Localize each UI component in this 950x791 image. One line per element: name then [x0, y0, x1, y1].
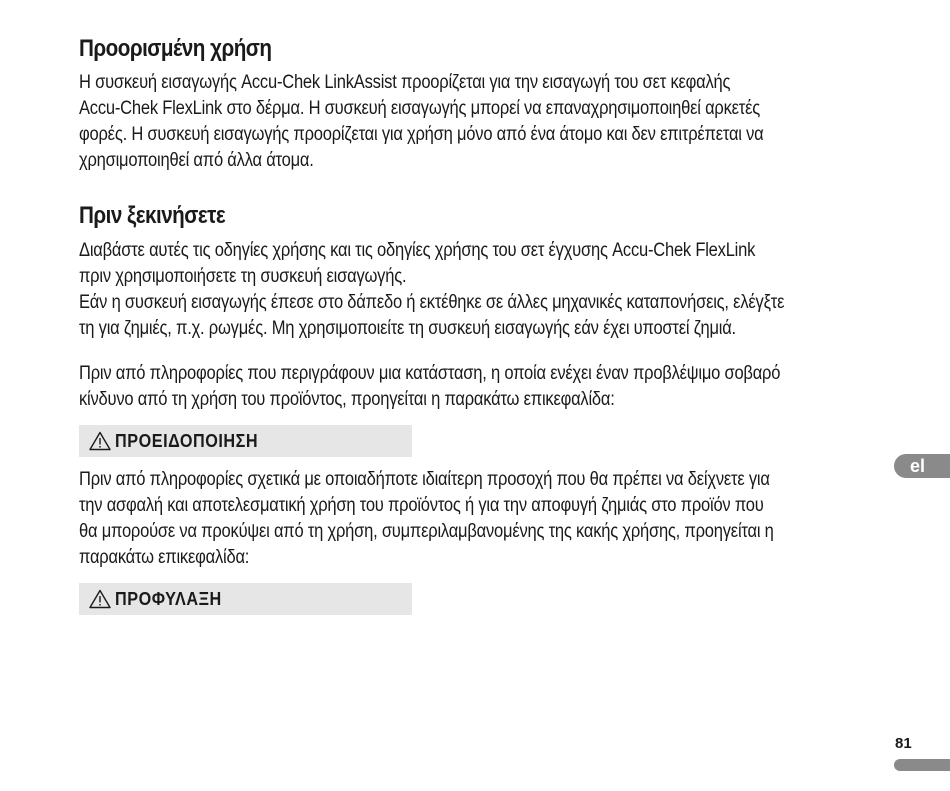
language-tab: el	[894, 454, 950, 478]
text-line: Η συσκευή εισαγωγής Accu-Chek LinkAssist προορίζεται για την εισαγωγή του σετ κεφαλής	[79, 72, 731, 93]
text-line: πριν χρησιμοποιήσετε τη συσκευή εισαγωγής.	[79, 266, 407, 287]
text-line: Πριν από πληροφορίες σχετικά με οποιαδήποτε ιδιαίτερη προσοχή που θα πρέπει να δείχνετε για	[79, 469, 770, 490]
text-line: θα μπορούσε να προκύψει από τη χρήση, συμπεριλαμβανομένης της κακής χρήσης, προηγείται η	[79, 521, 774, 542]
text-line: Διαβάστε αυτές τις οδηγίες χρήσης και τις οδηγίες χρήσης του σετ έγχυσης Accu-Chek FlexLink	[79, 240, 756, 261]
caution-label-box	[79, 583, 412, 615]
text-line: φορές. Η συσκευή εισαγωγής προορίζεται για χρήση μόνο από ένα άτομο και δεν επιτρέπεται να	[79, 124, 764, 145]
text-line: Πριν από πληροφορίες που περιγράφουν μια κατάσταση, η οποία ενέχει έναν προβλέψιμο σοβαρό	[79, 363, 781, 384]
text-line: τη για ζημιές, π.χ. ρωγμές. Μη χρησιμοποιείτε τη συσκευή εισαγωγής εάν έχει υποστεί ζημιά.	[79, 318, 736, 339]
caution-label-text: ΠΡΟΦΥΛΑΞΗ	[115, 588, 222, 609]
warning-triangle-icon	[89, 431, 111, 451]
page-number: 81	[895, 735, 912, 752]
read-instructions-paragraph	[79, 238, 845, 290]
text-line: Accu-Chek FlexLink στο δέρμα. Η συσκευή εισαγωγής μπορεί να επαναχρησιμοποιηθεί αρκετές	[79, 98, 761, 119]
text-line: παρακάτω επικεφαλίδα:	[79, 547, 250, 568]
intended-use-paragraph	[79, 70, 845, 174]
heading-intended-use: Προορισμένη χρήση	[79, 35, 272, 62]
text-line: την ασφαλή και αποτελεσματική χρήση του προϊόντος ή για την αποφυγή ζημιάς στο προϊόν που	[79, 495, 764, 516]
warning-label-box	[79, 425, 412, 457]
warning-explanation-paragraph	[79, 361, 845, 413]
text-line: κίνδυνο από τη χρήση του προϊόντος, προηγείται η παρακάτω επικεφαλίδα:	[79, 389, 615, 410]
heading-before-start: Πριν ξεκινήσετε	[79, 202, 226, 229]
caution-explanation-paragraph	[79, 467, 845, 571]
page-number-bar	[894, 759, 950, 771]
text-line: χρησιμοποιηθεί από άλλα άτομα.	[79, 150, 314, 171]
damage-check-paragraph	[79, 290, 845, 342]
warning-triangle-icon	[89, 589, 111, 609]
warning-label-text: ΠΡΟΕΙΔΟΠΟΙΗΣΗ	[115, 430, 259, 451]
text-line: Εάν η συσκευή εισαγωγής έπεσε στο δάπεδο ή εκτέθηκε σε άλλες μηχανικές καταπονήσεις, ελέγξτε	[79, 292, 785, 313]
